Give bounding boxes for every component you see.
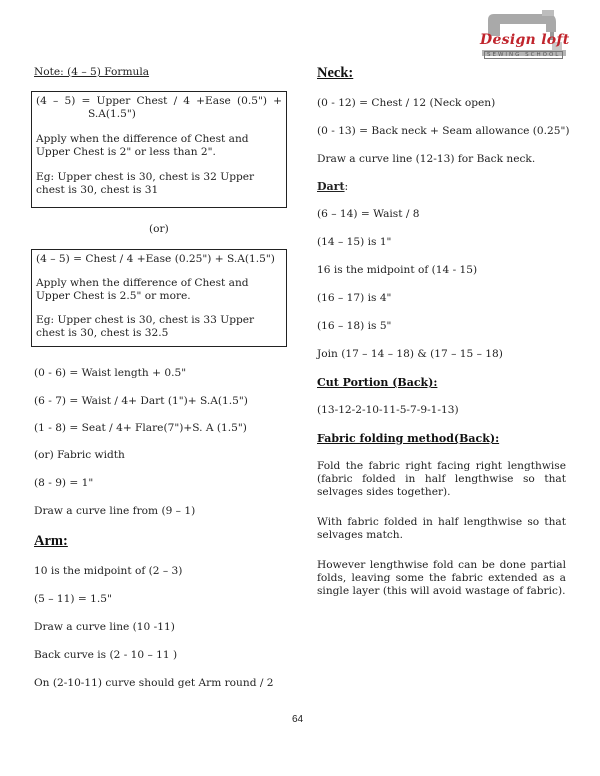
arm-line: Draw a curve line (10 -11): [34, 621, 175, 633]
note-heading: Note: (4 – 5) Formula: [34, 66, 150, 78]
measure-line: (1 - 8) = Seat / 4+ Flare(7")+S. A (1.5"): [34, 422, 247, 434]
formula-line-cont: S.A(1.5"): [88, 108, 136, 120]
formula-box-chest: [31, 249, 287, 347]
dart-heading: [317, 180, 348, 193]
neck-line: (0 - 12) = Chest / 12 (Neck open): [317, 97, 496, 109]
folding-paragraph: However lengthwise fold can be done partial folds, leaving some the fabric extended as a single layer (this will avoid wastage of fabric).: [317, 559, 566, 597]
neck-heading: Neck:: [317, 65, 354, 81]
arm-line: Back curve is (2 - 10 – 11 ): [34, 649, 178, 661]
dart-line: 16 is the midpoint of (14 - 15): [317, 264, 478, 276]
measure-line: (0 - 6) = Waist length + 0.5": [34, 367, 187, 379]
measure-line: (or) Fabric width: [34, 449, 125, 461]
formula-line: (4 – 5) = Upper Chest / 4 +Ease (0.5") +: [36, 95, 282, 107]
dart-line: Join (17 – 14 – 18) & (17 – 15 – 18): [317, 348, 503, 360]
dart-heading-colon: :: [344, 180, 349, 193]
or-separator: (or): [149, 223, 169, 235]
apply-condition: Apply when the difference of Chest and Upper Chest is 2" or less than 2".: [36, 133, 249, 158]
measure-line: (8 - 9) = 1": [34, 477, 94, 489]
neck-line: Draw a curve line (12-13) for Back neck.: [317, 153, 536, 165]
example: Eg: Upper chest is 30, chest is 32 Upper chest is 30, chest is 31: [36, 171, 255, 196]
formula-line: (4 – 5) = Chest / 4 +Ease (0.25") + S.A(1.5"): [36, 253, 275, 265]
dart-line: (6 – 14) = Waist / 8: [317, 208, 420, 220]
folding-paragraph: With fabric folded in half lengthwise so that selvages match.: [317, 516, 566, 541]
measure-line: Draw a curve line from (9 – 1): [34, 505, 196, 517]
logo-tagline: SEWING SCHOOL: [484, 51, 563, 59]
fabric-folding-heading: Fabric folding method(Back):: [317, 432, 500, 445]
dart-line: (16 – 18) is 5": [317, 320, 392, 332]
logo-brand: Design loft: [480, 32, 570, 48]
page-number: 64: [292, 714, 304, 725]
cut-portion-heading: Cut Portion (Back):: [317, 376, 438, 389]
arm-line: (5 – 11) = 1.5": [34, 593, 112, 605]
example: Eg: Upper chest is 30, chest is 33 Upper chest is 30, chest is 32.5: [36, 314, 255, 339]
apply-condition: Apply when the difference of Chest and Upper Chest is 2.5" or more.: [36, 277, 249, 302]
folding-paragraph: Fold the fabric right facing right lengthwise (fabric folded in half lengthwise so that selvages sides together).: [317, 460, 566, 498]
arm-heading: Arm:: [34, 533, 68, 549]
formula-box-upper-chest: [31, 91, 287, 208]
neck-line: (0 - 13) = Back neck + Seam allowance (0.25"): [317, 125, 570, 137]
dart-line: (16 – 17) is 4": [317, 292, 392, 304]
cut-portion-line: (13-12-2-10-11-5-7-9-1-13): [317, 404, 459, 416]
dart-line: (14 – 15) is 1": [317, 236, 392, 248]
measure-line: (6 - 7) = Waist / 4+ Dart (1")+ S.A(1.5"): [34, 395, 248, 407]
dart-heading-text: Dart: [317, 180, 345, 193]
arm-line: On (2-10-11) curve should get Arm round / 2: [34, 677, 274, 689]
logo: [466, 6, 570, 68]
arm-line: 10 is the midpoint of (2 – 3): [34, 565, 183, 577]
